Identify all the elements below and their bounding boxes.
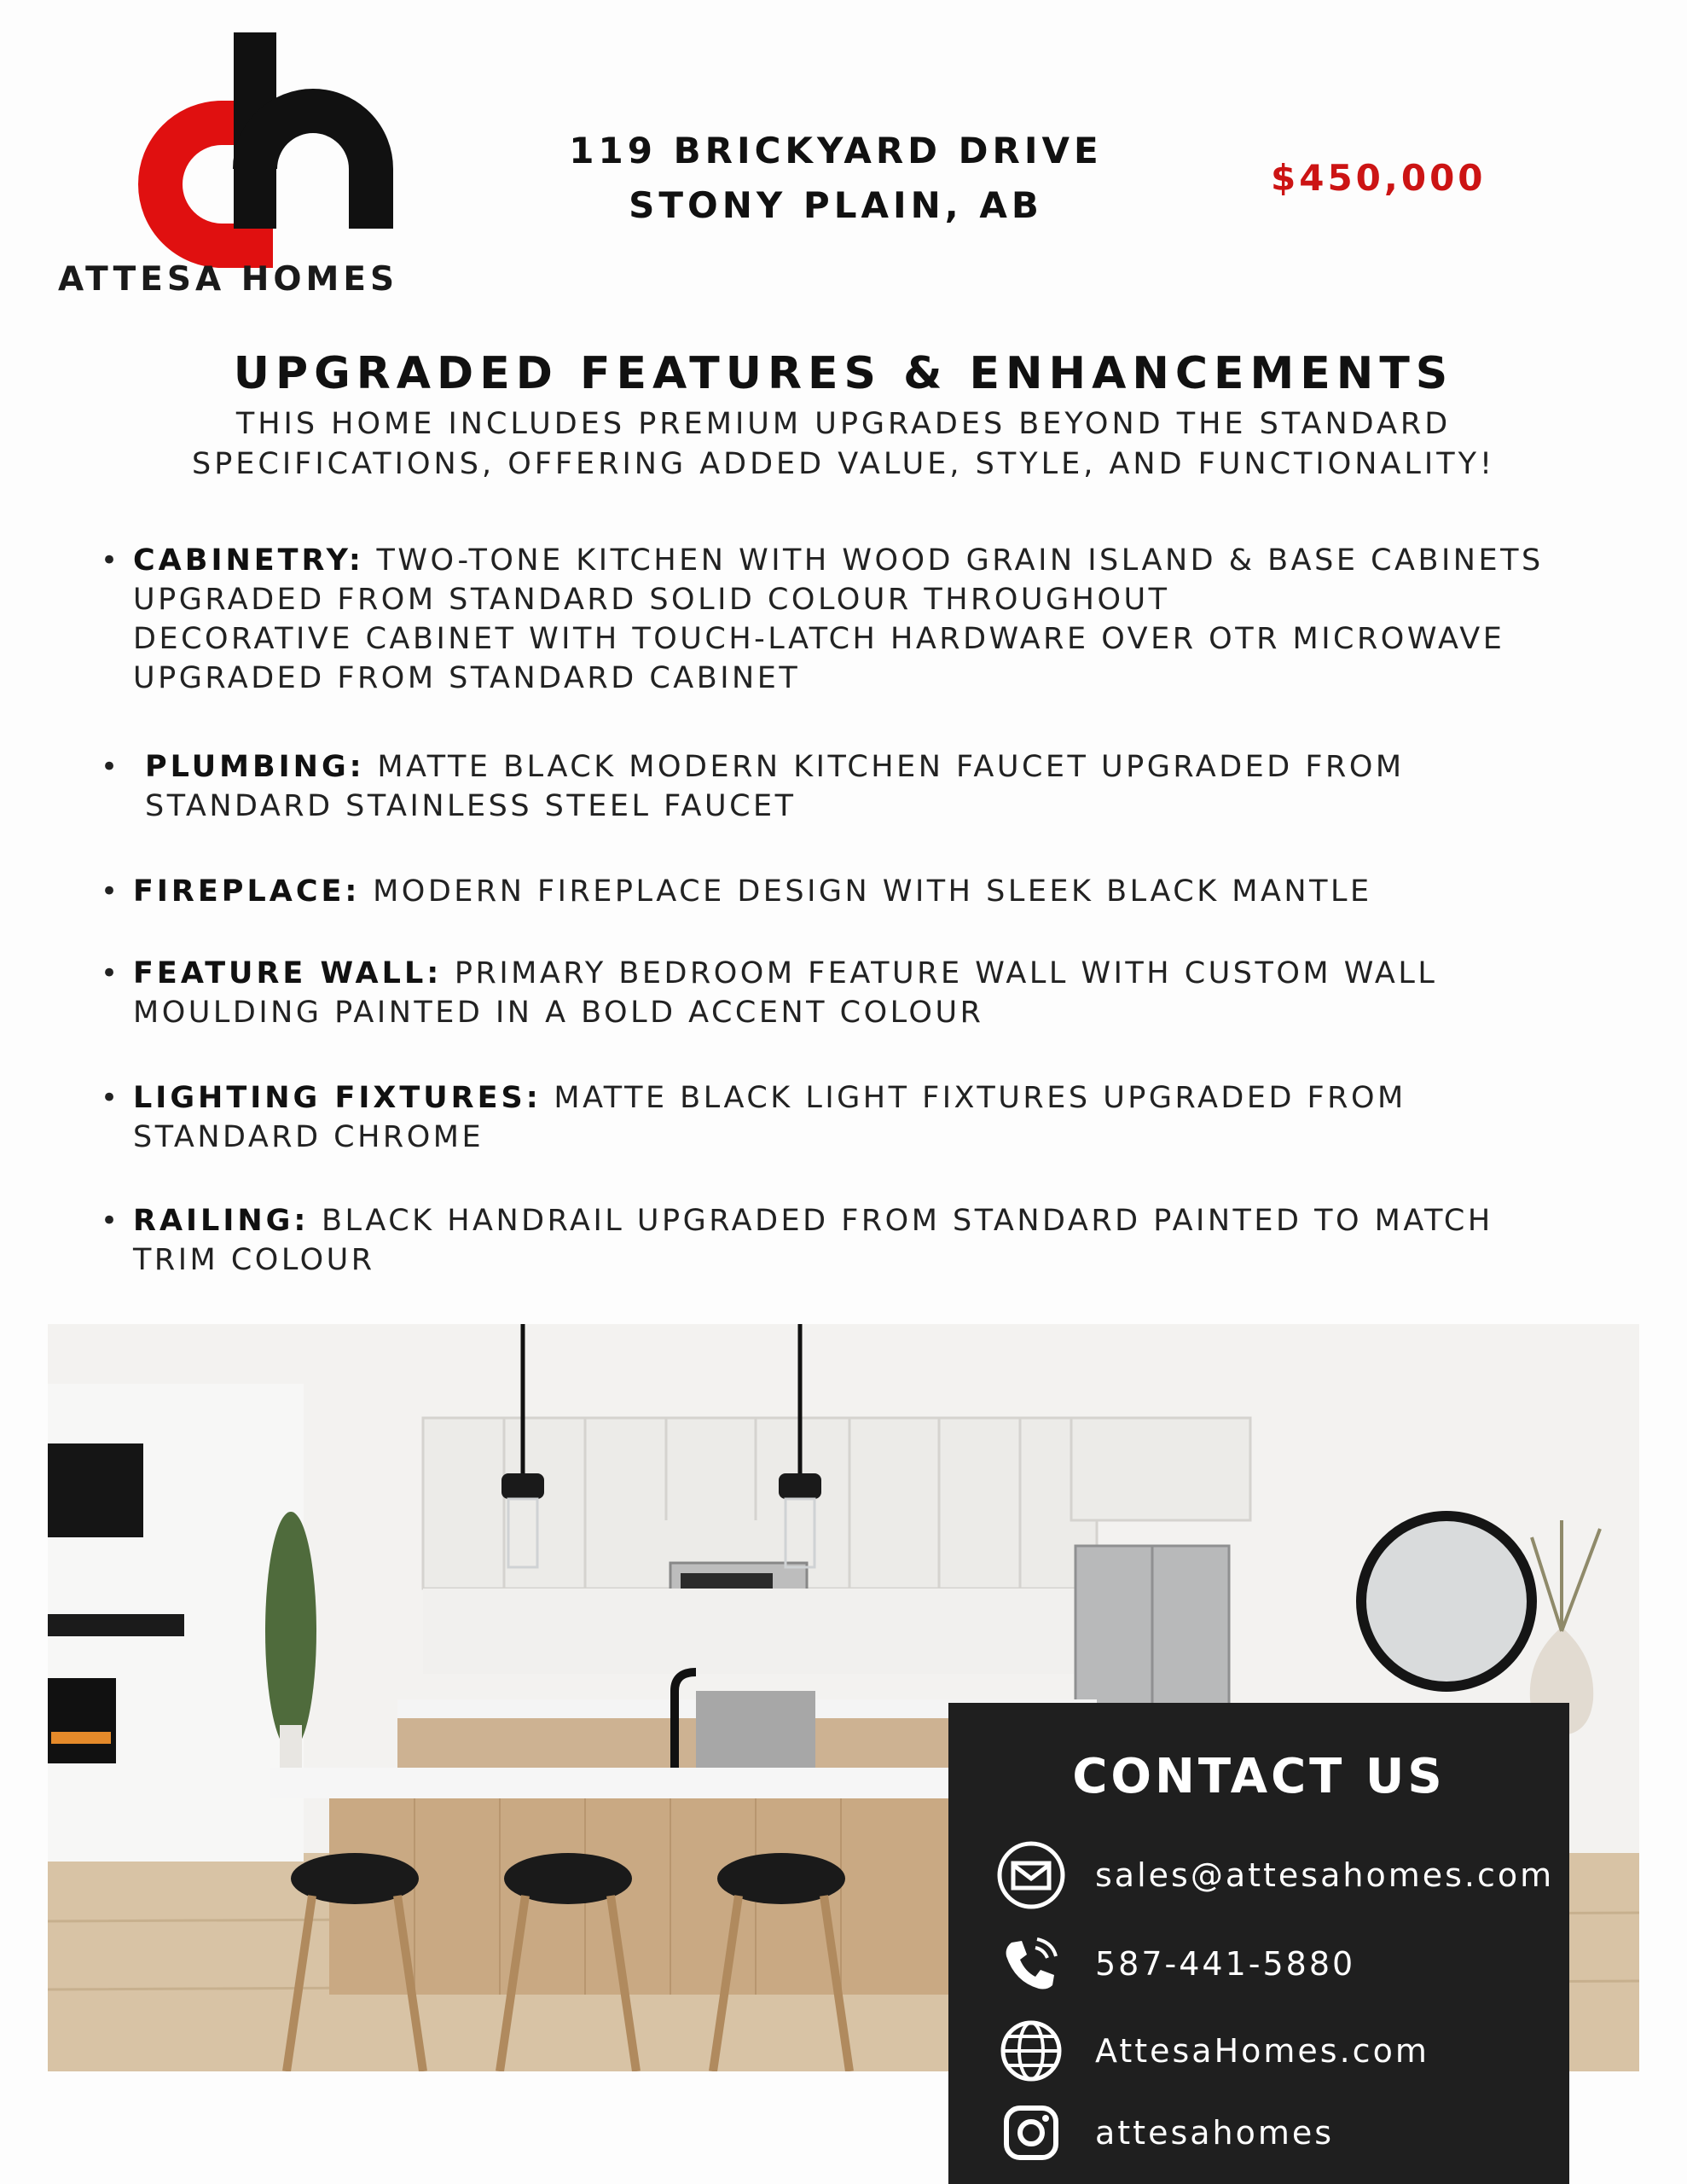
feature-cabinetry [101,541,1544,698]
address-line-2: STONY PLAIN, AB [629,184,1043,226]
feature-label: CABINETRY: [133,543,364,578]
feature-label: FIREPLACE: [133,874,361,909]
feature-line: MATTE BLACK LIGHT FIXTURES UPGRADED FROM [554,1081,1406,1115]
contact-instagram-row[interactable] [996,2099,1334,2167]
feature-label: PLUMBING: [145,750,365,784]
contact-instagram[interactable]: attesahomes [1095,2114,1335,2152]
feature-railing [101,1201,1493,1280]
listing-price: $450,000 [1271,157,1487,199]
contact-title: CONTACT US [1072,1749,1446,1804]
feature-label: LIGHTING FIXTURES: [133,1081,542,1115]
feature-line: STANDARD CHROME [133,1120,484,1154]
globe-icon [996,2016,1066,2086]
listing-address [529,124,1143,233]
contact-phone-row[interactable] [996,1930,1355,1998]
feature-label: RAILING: [133,1204,310,1238]
feature-line: TWO-TONE KITCHEN WITH WOOD GRAIN ISLAND & BASE CABINETS [376,543,1544,578]
feature-fireplace [101,872,1372,911]
feature-line: MOULDING PAINTED IN A BOLD ACCENT COLOUR [133,996,984,1030]
address-line-1: 119 BRICKYARD DRIVE [569,130,1103,171]
intro-line-2: SPECIFICATIONS, OFFERING ADDED VALUE, STYLE, AND FUNCTIONALITY! [191,447,1496,481]
instagram-icon [996,2098,1066,2168]
bullet-icon: • [101,1081,121,1115]
feature-plumbing [101,747,1405,826]
feature-lighting [101,1078,1406,1157]
section-title: UPGRADED FEATURES & ENHANCEMENTS [233,348,1454,399]
mail-icon [996,1840,1066,1910]
feature-line: TRIM COLOUR [133,1243,375,1277]
contact-website[interactable]: AttesaHomes.com [1095,2032,1429,2070]
bullet-icon: • [101,543,121,578]
feature-line: BLACK HANDRAIL UPGRADED FROM STANDARD PAINTED TO MATCH [322,1204,1493,1238]
section-intro [0,404,1687,485]
bullet-icon: • [101,956,121,990]
contact-panel [948,1703,1569,2184]
contact-email[interactable]: sales@attesahomes.com [1095,1856,1555,1894]
bullet-icon: • [101,1204,121,1238]
feature-line: MODERN FIREPLACE DESIGN WITH SLEEK BLACK MANTLE [373,874,1372,909]
bullet-icon: • [101,750,121,784]
feature-line: UPGRADED FROM STANDARD CABINET [133,661,801,695]
contact-phone[interactable]: 587-441-5880 [1095,1945,1356,1983]
intro-line-1: THIS HOME INCLUDES PREMIUM UPGRADES BEYOND THE STANDARD [235,407,1452,441]
feature-line: MATTE BLACK MODERN KITCHEN FAUCET UPGRADED FROM [377,750,1405,784]
contact-website-row[interactable] [996,2017,1429,2085]
contact-email-row[interactable] [996,1841,1554,1909]
feature-line: DECORATIVE CABINET WITH TOUCH-LATCH HARDWARE OVER OTR MICROWAVE [133,622,1505,656]
feature-line: PRIMARY BEDROOM FEATURE WALL WITH CUSTOM WALL [454,956,1438,990]
feature-line: UPGRADED FROM STANDARD SOLID COLOUR THROUGHOUT [133,583,1170,617]
brand-name: ATTESA HOMES [58,260,399,299]
phone-icon [996,1929,1066,1999]
feature-feature-wall [101,954,1437,1032]
bullet-icon: • [101,874,121,909]
feature-line: STANDARD STAINLESS STEEL FAUCET [145,789,797,823]
feature-label: FEATURE WALL: [133,956,443,990]
